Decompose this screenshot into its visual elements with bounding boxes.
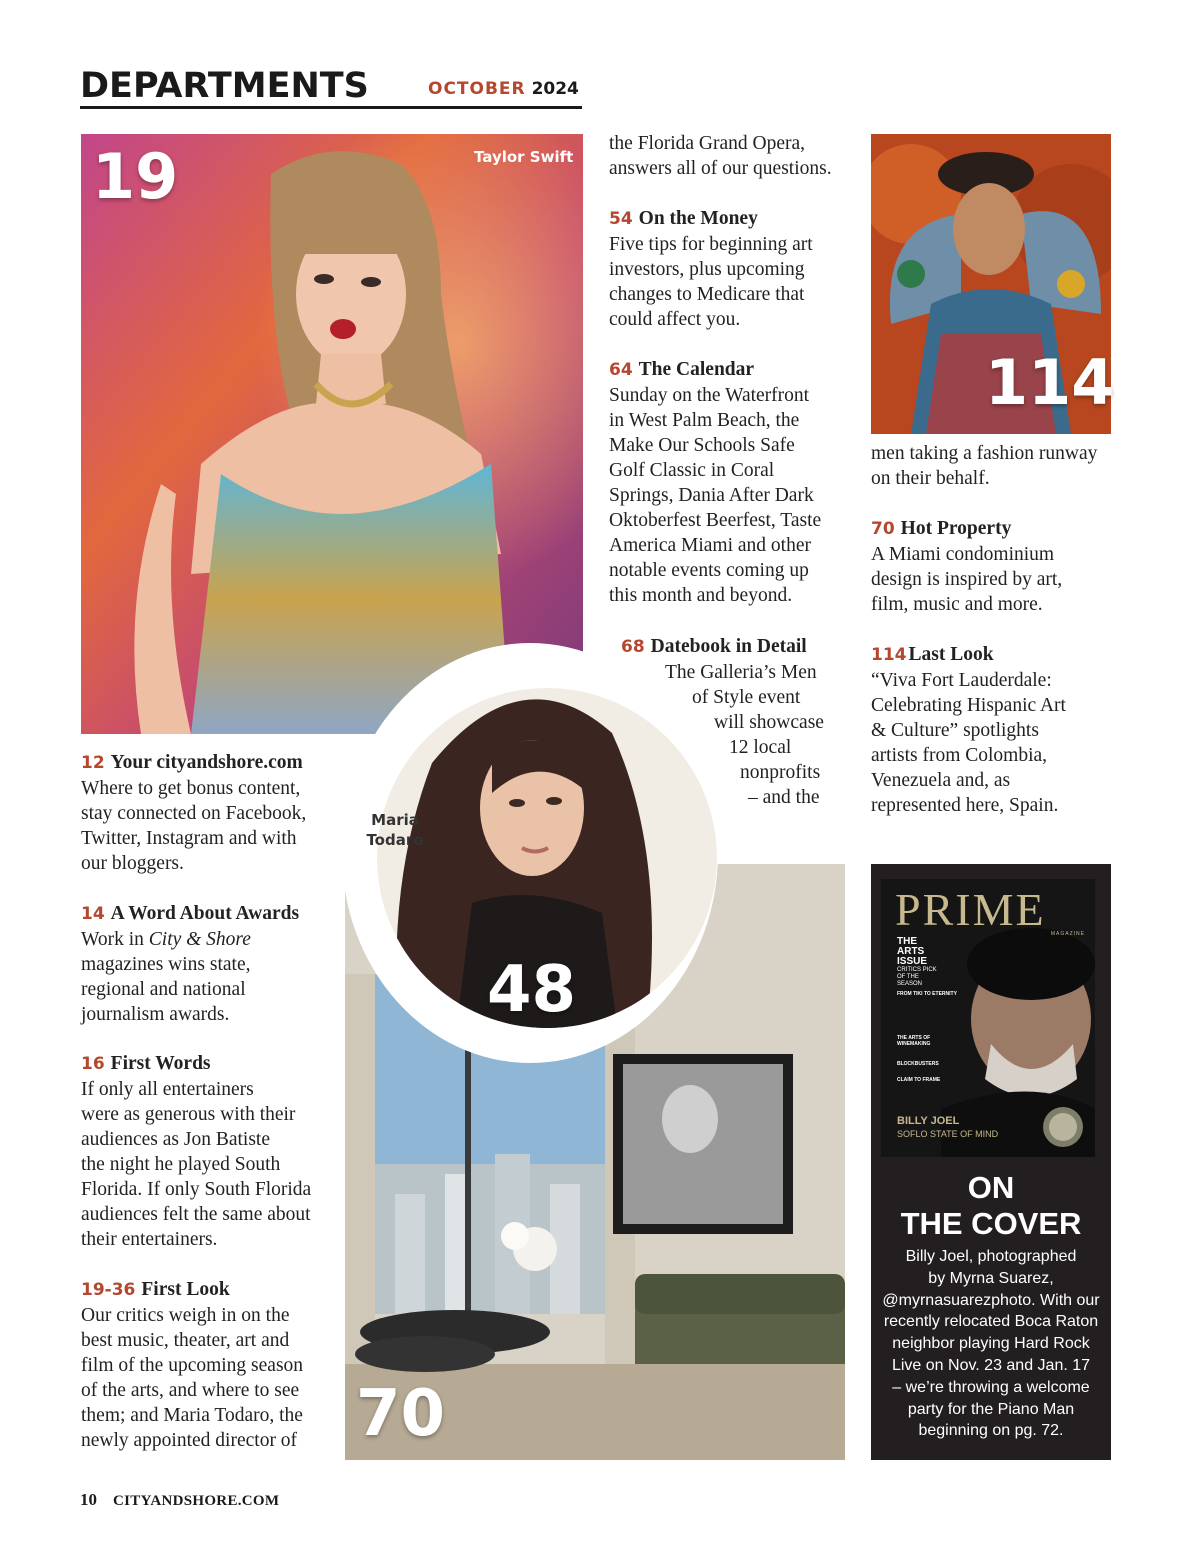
issue-month: OCTOBER <box>428 79 526 99</box>
cover-teaser: BLOCKBUSTERS <box>897 1061 939 1067</box>
entry-body-line: nonprofits <box>740 762 821 783</box>
cover-issue-line: ISSUE <box>897 956 928 967</box>
entry-body-line: – and the <box>748 787 820 808</box>
entry-body: “Viva Fort Lauderdale: Celebrating Hispanic Art & Culture” spotlights artists from Colombia, Venezuela and, as represented here, Spain. <box>871 670 1066 816</box>
cover-issue-line: ARTS <box>897 946 925 957</box>
entry-heading: First Words <box>110 1053 211 1074</box>
cover-teaser: FROM TIKI TO ETERNITY <box>897 991 957 997</box>
entry-on-the-money <box>609 206 859 332</box>
cover-name: BILLY JOEL <box>897 1115 960 1127</box>
entry-body: A Miami condominium design is inspired by art, film, music and more. <box>871 544 1063 615</box>
frida-page-number: 114 <box>985 346 1115 419</box>
taylor-page-number: 19 <box>92 140 179 213</box>
cover-issue <box>897 937 945 988</box>
cover-magazine-title: PRIME <box>895 884 1046 935</box>
page-title: DEPARTMENTS <box>80 66 369 106</box>
entry-first-look-continued <box>609 131 859 181</box>
header-rule <box>80 106 582 109</box>
entry-datebook-continued <box>871 441 1131 491</box>
entry-body: Sunday on the Waterfront in West Palm Beach, the Make Our Schools Safe Golf Classic in Coral Springs, Dania After Dark Oktoberfest Beerfest, Taste America Miami and other notable events coming up this month and beyond. <box>609 385 822 606</box>
entry-body: If only all entertainers were as generous with their audiences as Jon Batiste the night he played South Florida. If only South Florida audiences felt the same about their entertainers. <box>81 1079 312 1250</box>
entry-body-line: of Style event <box>692 687 801 708</box>
entry-body: Five tips for beginning art investors, plus upcoming changes to Medicare that could affect you. <box>609 234 813 330</box>
maria-page-number: 48 <box>487 953 577 1027</box>
issue-date <box>428 78 579 100</box>
taylor-caption: Taylor Swift <box>474 148 574 166</box>
entry-heading: A Word About Awards <box>110 903 300 924</box>
entry-datebook-in-detail <box>609 634 839 810</box>
entry-body: men taking a fashion runway on their behalf. <box>871 443 1098 489</box>
entry-last-look <box>871 642 1131 818</box>
cover-teasers <box>897 991 957 1083</box>
cover-issue-line: THE <box>897 936 917 947</box>
entry-first-words <box>81 1051 341 1252</box>
entry-body-line: The Galleria’s Men <box>665 662 817 683</box>
entry-first-look <box>81 1277 341 1453</box>
entry-number: 54 <box>609 209 633 229</box>
magazine-name: City & Shore <box>148 929 251 950</box>
maria-caption-first: Maria <box>371 811 419 829</box>
on-the-cover-text: Billy Joel, photographed by Myrna Suarez, @myrnasuarezphoto. With our recently relocated Boca Raton neighbor playing Hard Rock Live on Nov. 23 and Jan. 17 – we’re throwing a welcome party for the Piano Man beginning on pg. 72. <box>882 1248 1100 1440</box>
cover-magazine-sub: MAGAZINE <box>1050 931 1085 937</box>
entry-heading: Hot Property <box>900 518 1012 539</box>
entry-body-start: Work in <box>81 929 149 950</box>
living-room-page-number: 70 <box>356 1377 446 1451</box>
entry-number: 114 <box>871 645 907 665</box>
cover-teaser: THE ARTS OF WINEMAKING <box>897 1035 931 1047</box>
entry-body-end: magazines wins state, regional and national journalism awards. <box>81 954 251 1025</box>
entry-body: Where to get bonus content, stay connected on Facebook, Twitter, Instagram and with our bloggers. <box>81 778 307 874</box>
entry-heading: On the Money <box>638 208 758 229</box>
entry-body: Our critics weigh in on the best music, theater, art and film of the upcoming season of the arts, and where to see them; and Maria Todaro, the newly appointed director of <box>81 1305 304 1451</box>
entry-body <box>81 927 341 1027</box>
entry-hot-property <box>871 516 1131 617</box>
footer-site: CITYANDSHORE.COM <box>113 1493 280 1509</box>
entry-heading: Your cityandshore.com <box>110 752 303 773</box>
page-number: 10 <box>80 1490 97 1509</box>
entry-heading: The Calendar <box>638 359 755 380</box>
on-the-cover-heading <box>871 1170 1111 1242</box>
prime-magazine-cover <box>881 879 1095 1157</box>
cover-issue-sub: CRITICS PICK OF THE SEASON <box>897 967 937 987</box>
entry-body-line: will showcase <box>714 712 824 733</box>
entry-number: 19-36 <box>81 1280 136 1300</box>
entry-word-about-awards <box>81 901 341 1027</box>
entry-heading: Last Look <box>908 644 994 665</box>
entry-the-calendar <box>609 357 859 608</box>
entry-number: 68 <box>621 637 645 657</box>
cover-name-sub: SOFLO STATE OF MIND <box>897 1129 999 1139</box>
entry-heading: First Look <box>141 1279 230 1300</box>
page-footer <box>80 1490 279 1510</box>
entry-number: 14 <box>81 904 105 924</box>
issue-year: 2024 <box>531 79 579 99</box>
on-the-cover-line1: ON <box>967 1170 1015 1205</box>
entry-heading: Datebook in Detail <box>650 636 807 657</box>
entry-number: 64 <box>609 360 633 380</box>
entry-number: 12 <box>81 753 105 773</box>
cover-teaser: CLAIM TO FRAME <box>897 1077 941 1083</box>
maria-caption <box>365 810 425 850</box>
entry-your-cityandshore <box>81 750 341 876</box>
entry-body-line: 12 local <box>729 737 792 758</box>
entry-number: 16 <box>81 1054 105 1074</box>
maria-caption-last: Todaro <box>366 831 424 849</box>
entry-number: 70 <box>871 519 895 539</box>
on-the-cover-line2: THE COVER <box>900 1206 1082 1241</box>
entry-body: the Florida Grand Opera, answers all of our questions. <box>609 133 832 179</box>
